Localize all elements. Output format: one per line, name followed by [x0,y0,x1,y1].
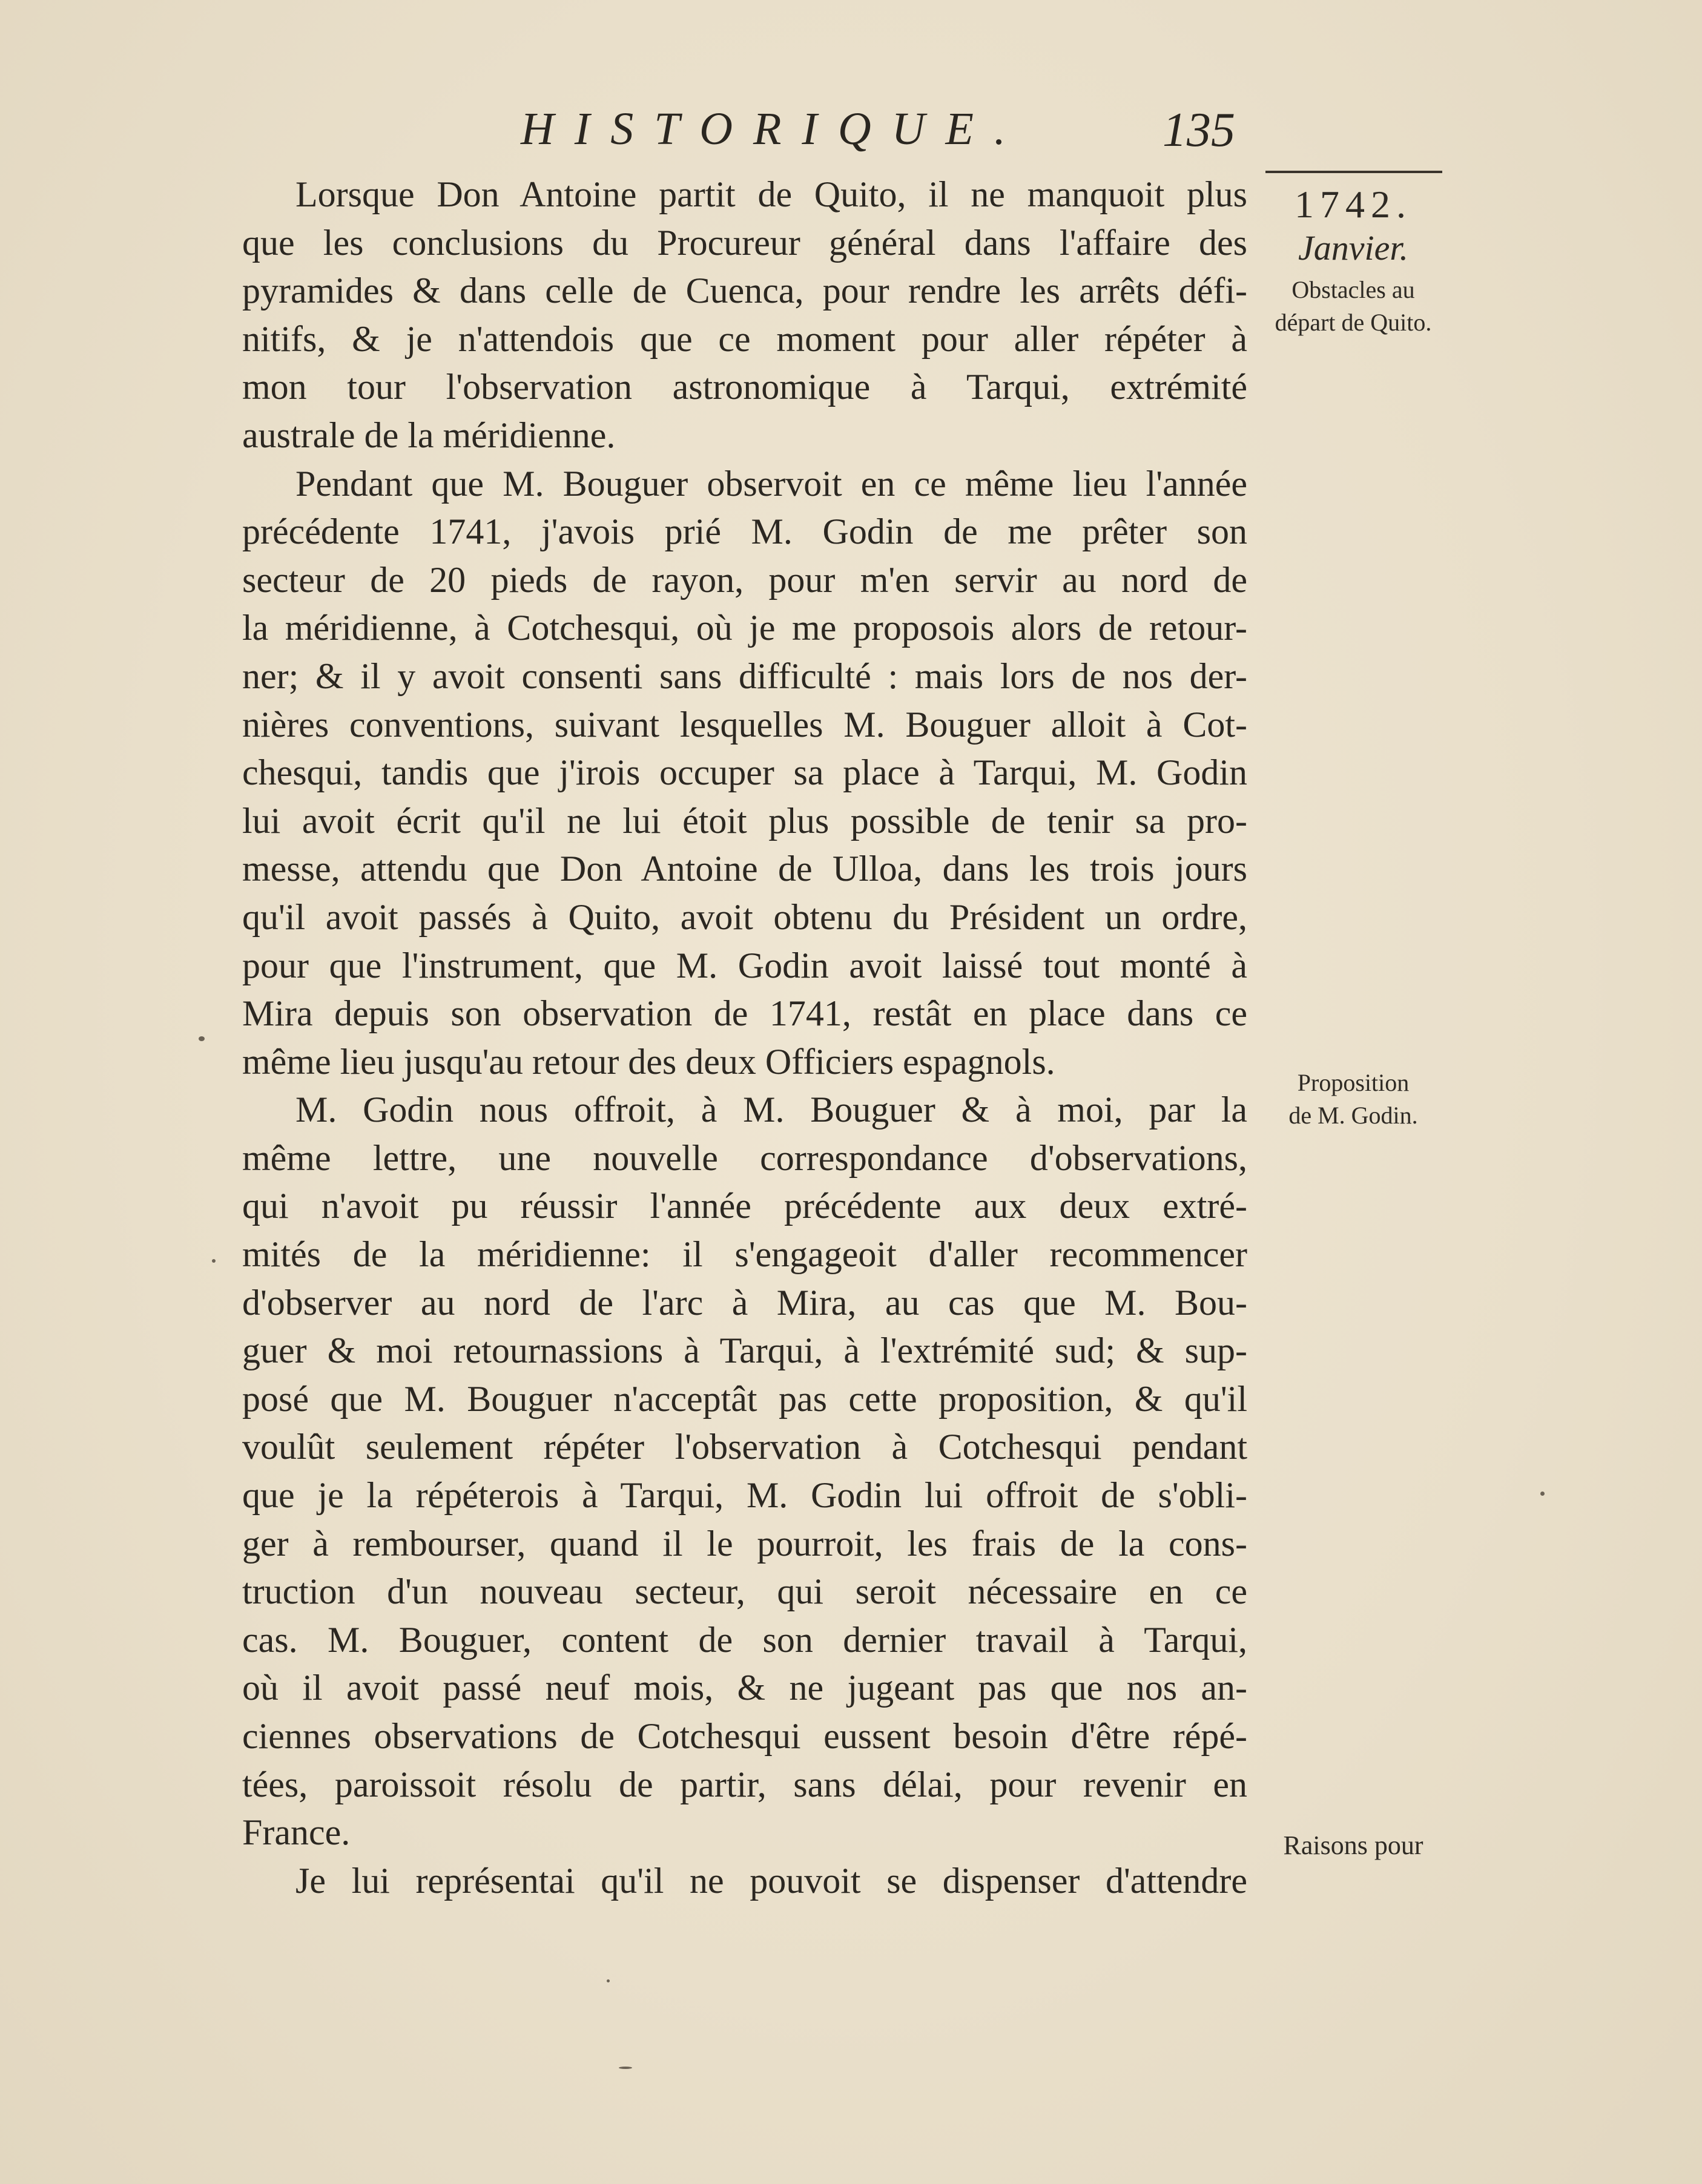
text-line: ciennes observations de Cotchesqui eussent besoin d'être répé- [242,1716,1247,1756]
margin-note-proposition [1253,1067,1453,1132]
text-line: Lorsque Don Antoine partit de Quito, il ne manquoit plus [295,174,1247,214]
text-line: mités de la méridienne: il s'engageoit d'aller recommencer [242,1234,1247,1275]
text-line: précédente 1741, j'avois prié M. Godin de me prêter son [242,511,1247,552]
text-line: ger à rembourser, quand il le pourroit, les frais de la cons- [242,1523,1247,1564]
paper-speck [1540,1492,1545,1496]
text-line: même lieu jusqu'au retour des deux Officiers espagnols. [242,1041,1055,1082]
margin-note-line: de M. Godin. [1288,1102,1418,1129]
margin-note-line: départ de Quito. [1275,309,1432,336]
paper-speck [607,1979,610,1982]
text-line: nières conventions, suivant lesquelles M. Bouguer alloit à Cot- [242,704,1247,745]
text-line: même lettre, une nouvelle correspondance d'observations, [242,1137,1247,1178]
margin-note-line: Proposition [1297,1069,1410,1096]
text-line: messe, attendu que Don Antoine de Ulloa, dans les trois jours [242,849,1247,889]
text-line: que je la répéterois à Tarqui, M. Godin lui offroit de s'obli- [242,1475,1247,1516]
text-line: France. [242,1812,351,1853]
text-line: qui n'avoit pu réussir l'année précédente aux deux extré- [242,1186,1247,1226]
running-title: HISTORIQUE. [521,104,1026,154]
text-line: Pendant que M. Bouguer observoit en ce même lieu l'année [295,463,1247,504]
text-line: mon tour l'observation astronomique à Tarqui, extrémité [242,367,1247,407]
text-line: posé que M. Bouguer n'acceptât pas cette proposition, & qu'il [242,1378,1247,1419]
main-text-block [242,171,1247,1905]
text-line: Je lui représentai qu'il ne pouvoit se dispenser d'attendre [295,1860,1247,1901]
text-line: tées, paroissoit résolu de partir, sans délai, pour revenir en [242,1764,1247,1804]
paper-speck [199,1036,205,1041]
paper-speck [619,2067,632,2069]
margin-year: 1742. [1295,183,1412,226]
text-line: guer & moi retournassions à Tarqui, à l'extrémité sud; & sup- [242,1330,1247,1371]
page-number: 135 [1163,104,1235,157]
text-line: que les conclusions du Procureur général dans l'affaire des [242,222,1247,263]
margin-month: Janvier. [1298,228,1408,268]
margin-note-line: Obstacles au [1291,276,1415,303]
text-line: ner; & il y avoit consenti sans difficulté : mais lors de nos der- [242,656,1247,696]
text-line: australe de la méridienne. [242,415,616,455]
text-line: d'observer au nord de l'arc à Mira, au cas que M. Bou- [242,1282,1247,1323]
text-line: cas. M. Bouguer, content de son dernier travail à Tarqui, [242,1619,1247,1660]
margin-rule [1265,171,1442,173]
text-line: voulût seulement répéter l'observation à Cotchesqui pendant [242,1427,1247,1467]
text-line: chesqui, tandis que j'irois occuper sa place à Tarqui, M. Godin [242,752,1247,793]
text-line: pyramides & dans celle de Cuenca, pour rendre les arrêts défi- [242,271,1247,311]
text-line: Mira depuis son observation de 1741, restât en place dans ce [242,993,1247,1034]
text-line: secteur de 20 pieds de rayon, pour m'en servir au nord de [242,559,1247,600]
text-line: qu'il avoit passés à Quito, avoit obtenu du Président un ordre, [242,896,1247,937]
margin-note-line: Raisons pour [1283,1830,1423,1860]
margin-note-raisons [1253,1829,1453,1862]
margin-note-obstacles [1253,274,1453,339]
text-line: où il avoit passé neuf mois, & ne jugeant pas que nos an- [242,1668,1247,1708]
text-line: nitifs, & je n'attendois que ce moment pour aller répéter à [242,318,1247,359]
text-line: la méridienne, à Cotchesqui, où je me proposois alors de retour- [242,608,1247,648]
text-line: lui avoit écrit qu'il ne lui étoit plus possible de tenir sa pro- [242,800,1247,841]
text-line: pour que l'instrument, que M. Godin avoit laissé tout monté à [242,945,1247,985]
text-line: truction d'un nouveau secteur, qui seroit nécessaire en ce [242,1571,1247,1612]
running-head [521,103,1235,169]
paper-speck [212,1259,216,1263]
text-line: M. Godin nous offroit, à M. Bouguer & à moi, par la [295,1090,1247,1130]
